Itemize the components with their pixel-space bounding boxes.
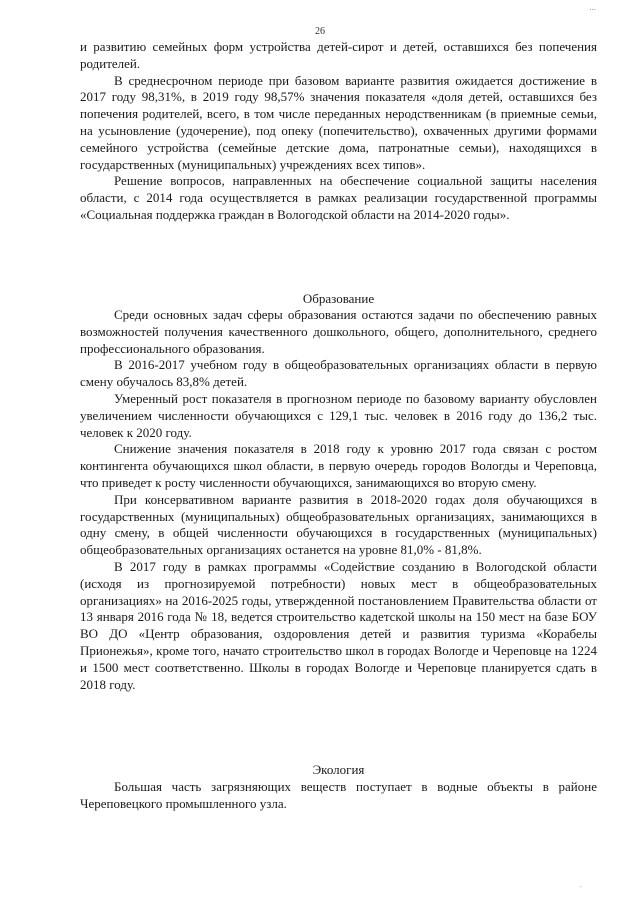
paragraph-moderate-growth: Умеренный рост показателя в прогнозном периоде по базовому варианту обусловлен увеличением численности обучающихся с 129,1 тыс. человек в 2016 году до 136,2 тыс. человек к 2020 году. [80, 390, 597, 440]
corner-mark-bottom: - [579, 882, 582, 891]
paragraph-family-forms-continued: и развитию семейных форм устройства детей-сирот и детей, оставшихся без попечения родителей. [80, 39, 597, 71]
paragraph-social-protection: Решение вопросов, направленных на обеспечение социальной защиты населения области, с 2014 года осуществляется в рамках реализации государственной программы «Социальная поддержка граждан в Вологодской области на 2014-2020 годы». [80, 173, 597, 222]
paragraph-school-construction: В 2017 году в рамках программы «Содействие созданию в Вологодской области (исходя из прогнозируемой потребности) новых мест в общеобразовательных организациях» на 2016-2025 годы, утвержденной постановлением Правительства области от 13 января 2016 года № 18, ведется строительство кадетской школы на 150 мест на базе БОУ ВО ДО «Центр образования, оздоровления детей и развития туризма «Корабелы Прионежья», кроме того, начато строительство школ в городах Вологде и Череповце на 1224 и 1500 мест соответственно. Школы в городах Вологде и Череповце планируется сдать в 2018 году. [80, 558, 597, 692]
section-heading-ecology: Экология [312, 762, 365, 777]
paragraph-pollution: Большая часть загрязняющих веществ поступает в водные объекты в районе Череповецкого промышленного узла. [80, 779, 597, 811]
corner-mark: ... [589, 2, 596, 12]
paragraph-indicator-decrease: Снижение значения показателя в 2018 году к уровню 2017 года связан с ростом контингента обучающихся школ области, в первую очередь городов Вологды и Череповца, что приведет к росту численности обучающихся, занимающихся во вторую смену. [80, 441, 597, 490]
page-number: 26 [315, 26, 325, 37]
education-section [80, 307, 597, 693]
paragraph-first-shift: В 2016-2017 учебном году в общеобразовательных организациях области в первую смену обучалось 83,8% детей. [80, 357, 597, 390]
paragraph-conservative-variant: При консервативном варианте развития в 2018-2020 годах доля обучающихся в государственных (муниципальных) общеобразовательных организациях, занимающихся в одну смену, в общей численности обучающихся в государственных (муниципальных) общеобразовательных организациях останется на уровне 81,0% - 81,8%. [80, 491, 597, 558]
intro-section [80, 39, 597, 224]
ecology-section [80, 779, 597, 813]
paragraph-education-tasks: Среди основных задач сферы образования остаются задачи по обеспечению равных возможностей получения качественного дошкольного, общего, дополнительного, среднего профессионального образования. [80, 307, 597, 356]
paragraph-indicator-forecast: В среднесрочном периоде при базовом варианте развития ожидается достижение в 2017 году 98,31%, в 2019 году 98,57% значения показателя «доля детей, оставшихся без попечения родителей, всего, в том числе переданных неродственникам (в приемные семьи, на усыновление (удочерение), под опеку (попечительство), охваченных другими формами семейного устройства (семейные детские дома, патронатные семьи), находящихся в государственных (муниципальных) учреждениях всех типов». [80, 72, 597, 172]
section-heading-education: Образование [302, 291, 375, 306]
